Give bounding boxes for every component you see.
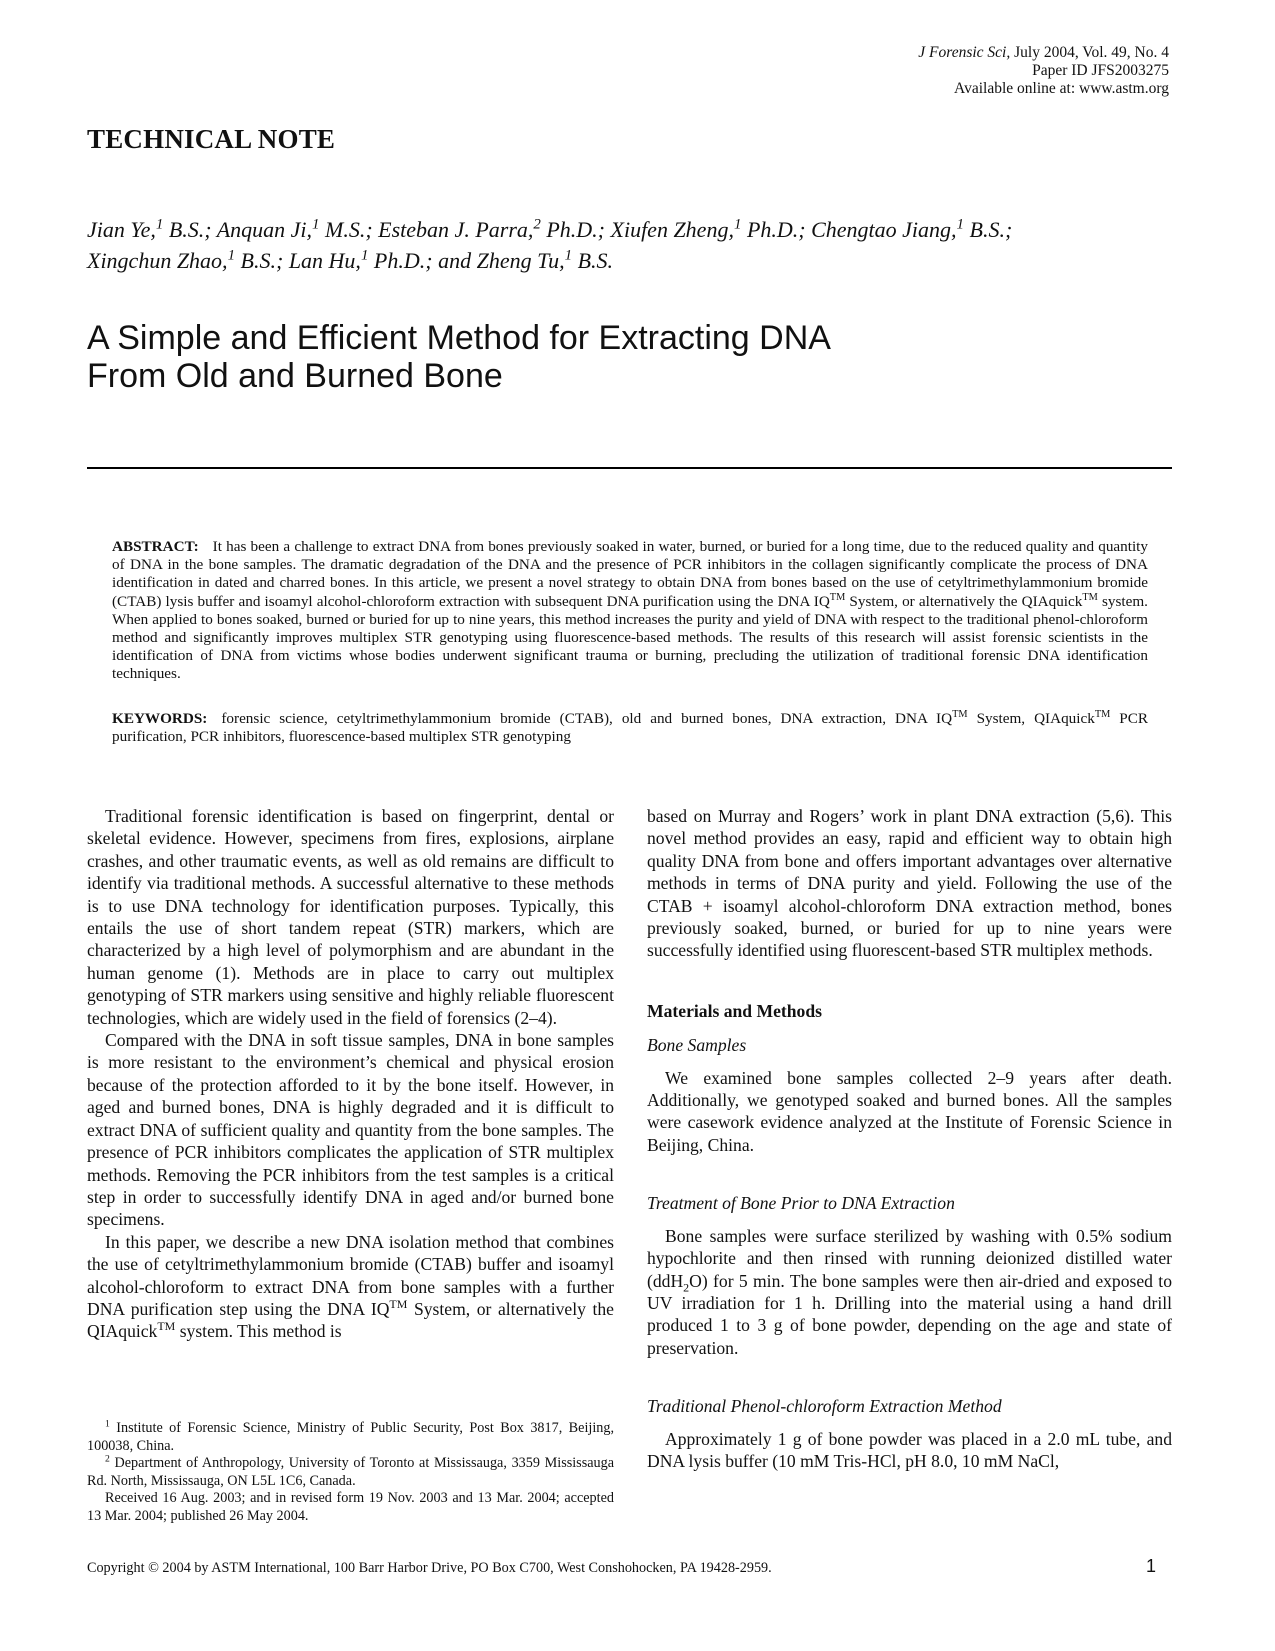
body-paragraph: based on Murray and Rogers’ work in plant DNA extraction (5,6). This novel method provides an easy, rapid and efficient way to obtain high quality DNA from bone and offers important advantages over alternative methods in terms of DNA purity and yield. Following the use of the CTAB + isoamyl alcohol-chloroform DNA extraction method, bones previously soaked, burned, or buried for up to nine years were successfully identified using fluorescent-based STR multiplex methods. bbox=[647, 806, 1172, 961]
page-number: 1 bbox=[1146, 1556, 1157, 1576]
received-dates: Received 16 Aug. 2003; and in revised form 19 Nov. 2003 and 13 Mar. 2004; accepted 13 Mar. 2004; published 26 May 2004. bbox=[87, 1490, 614, 1524]
author: Esteban J. Parra,$^2$ Ph.D.; bbox=[372, 216, 606, 242]
author: Anquan Ji,$^1$ M.S.; bbox=[211, 216, 373, 242]
subsection-heading: Treatment of Bone Prior to DNA Extraction bbox=[647, 1193, 955, 1214]
section-heading: Materials and Methods bbox=[647, 1000, 822, 1021]
author: and Zheng Tu,$^1$ B.S. bbox=[432, 247, 614, 273]
journal-header bbox=[649, 44, 1169, 98]
journal-citation bbox=[649, 44, 1169, 62]
copyright-notice: Copyright © 2004 by ASTM International, 100 Barr Harbor Drive, PO Box C700, West Conshohocken, PA 19428-2959. bbox=[87, 1560, 772, 1576]
footnotes bbox=[87, 1420, 614, 1526]
online-availability: Available online at: www.astm.org bbox=[954, 80, 1169, 97]
abstract: ABSTRACT: It has been a challenge to extract DNA from bones previously soaked in water, burned, or buried for a long time, due to the reduced quality and quantity of DNA in the bone samples. The dramatic degradation of the DNA and the presence of PCR inhibitors in the collagen significantly complicate the process of DNA identification in dated and charred bones. In this article, we present a novel strategy to obtain DNA from bones based on the use of cetyltrimethylammonium bromide (CTAB) lysis buffer and isoamyl alcohol-chloroform extraction with subsequent DNA purification using the DNA IQ™ System, or alternatively the QIAquick™ system. When applied to bones soaked, burned or buried for up to nine years, this method increases the purity and yield of DNA with respect to the traditional phenol-chloroform method and significantly improves multiplex STR genotyping using fluorescence-based methods. The results of this research will assist forensic scientists in the identification of DNA from victims whose bodies underwent significant trauma or burning, precluding the utilization of traditional forensic DNA identification techniques. bbox=[112, 538, 1148, 683]
body-paragraph: Compared with the DNA in soft tissue samples, DNA in bone samples is more resistant to the environment’s chemical and physical erosion because of the protection afforded to it by the bone itself. However, in aged and burned bones, DNA is highly degraded and it is difficult to extract DNA of sufficient quality and quantity from the bone samples. The presence of PCR inhibitors complicates the application of STR multiplex methods. Removing the PCR inhibitors from the test samples is a critical step in order to successfully identify DNA in aged and/or burned bone specimens. bbox=[87, 1030, 614, 1230]
keywords: KEYWORDS: forensic science, cetyltrimethylammonium bromide (CTAB), old and burned bones, DNA extraction, DNA IQ™ System, QIAquick™ PCR purification, PCR inhibitors, fluorescence-based multiplex STR genotyping bbox=[112, 708, 1148, 746]
right-column bbox=[647, 805, 1172, 1472]
title-divider bbox=[87, 467, 1172, 469]
author: Xingchun Zhao,$^1$ B.S.; bbox=[87, 247, 284, 273]
body-paragraph: In this paper, we describe a new DNA isolation method that combines the use of cetyltrimethylammonium bromide (CTAB) buffer and isoamyl alcohol-chloroform to extract DNA from bone samples with a further DNA purification step using the DNA IQ™ System, or alternatively the QIAquick™ system. This method is bbox=[87, 1231, 614, 1342]
author: Chengtao Jiang,$^1$ B.S.; bbox=[805, 216, 1013, 242]
author: Jian Ye,$^1$ B.S.; bbox=[87, 216, 212, 242]
title-line: From Old and Burned Bone bbox=[87, 357, 503, 395]
body-paragraph: Approximately 1 g of bone powder was placed in a 2.0 mL tube, and DNA lysis buffer (10 mM Tris-HCl, pH 8.0, 10 mM NaCl, bbox=[647, 1428, 1172, 1471]
subsection-heading: Traditional Phenol-chloroform Extraction Method bbox=[647, 1396, 1002, 1417]
keywords-label: KEYWORDS: bbox=[112, 710, 208, 727]
author: Lan Hu,$^1$ Ph.D.; bbox=[283, 247, 433, 273]
section-label: TECHNICAL NOTE bbox=[87, 124, 336, 154]
footnote: $^2$ Department of Anthropology, University of Toronto at Mississauga, 3359 Mississauga Rd. North, Mississauga, ON L5L 1C6, Canada. bbox=[87, 1453, 614, 1489]
title-line: A Simple and Efficient Method for Extracting DNA bbox=[87, 319, 831, 357]
abstract-label: ABSTRACT: bbox=[112, 538, 199, 555]
footnote: $^1$ Institute of Forensic Science, Ministry of Public Security, Post Box 3817, Beijing, 100038, China. bbox=[87, 1418, 614, 1454]
paper-title bbox=[87, 319, 1177, 395]
body-paragraph: Bone samples were surface sterilized by washing with 0.5% sodium hypochlorite and then rinsed with running deionized distilled water (ddH$_2$O) for 5 min. The bone samples were then air-dried and exposed to UV irradiation for 1 h. Drilling into the material using a hand drill produced 1 to 3 g of bone powder, depending on the age and state of preservation. bbox=[647, 1225, 1172, 1358]
subsection-heading: Bone Samples bbox=[647, 1035, 747, 1056]
author-list bbox=[87, 214, 1177, 276]
paper-id: Paper ID JFS2003275 bbox=[1032, 62, 1169, 79]
author: Xiufen Zheng,$^1$ Ph.D.; bbox=[605, 216, 806, 242]
body-paragraph: We examined bone samples collected 2–9 years after death. Additionally, we genotyped soaked and burned bones. All the samples were casework evidence analyzed at the Institute of Forensic Science in Beijing, China. bbox=[647, 1067, 1172, 1155]
journal-name: J Forensic Sci, bbox=[918, 44, 1011, 61]
left-column bbox=[87, 805, 614, 1343]
body-paragraph: Traditional forensic identification is based on fingerprint, dental or skeletal evidence. However, specimens from fires, explosions, airplane crashes, and other traumatic events, as well as old remains are difficult to identify via traditional methods. A successful alternative to these methods is to use DNA technology for identification purposes. Typically, this entails the use of short tandem repeat (STR) markers, which are characterized by a high level of polymorphism and are abundant in the human genome (1). Methods are in place to carry out multiplex genotyping of STR markers using sensitive and highly reliable fluorescent technologies, which are widely used in the field of forensics (2–4). bbox=[87, 806, 614, 1028]
journal-issue: July 2004, Vol. 49, No. 4 bbox=[1010, 44, 1169, 61]
